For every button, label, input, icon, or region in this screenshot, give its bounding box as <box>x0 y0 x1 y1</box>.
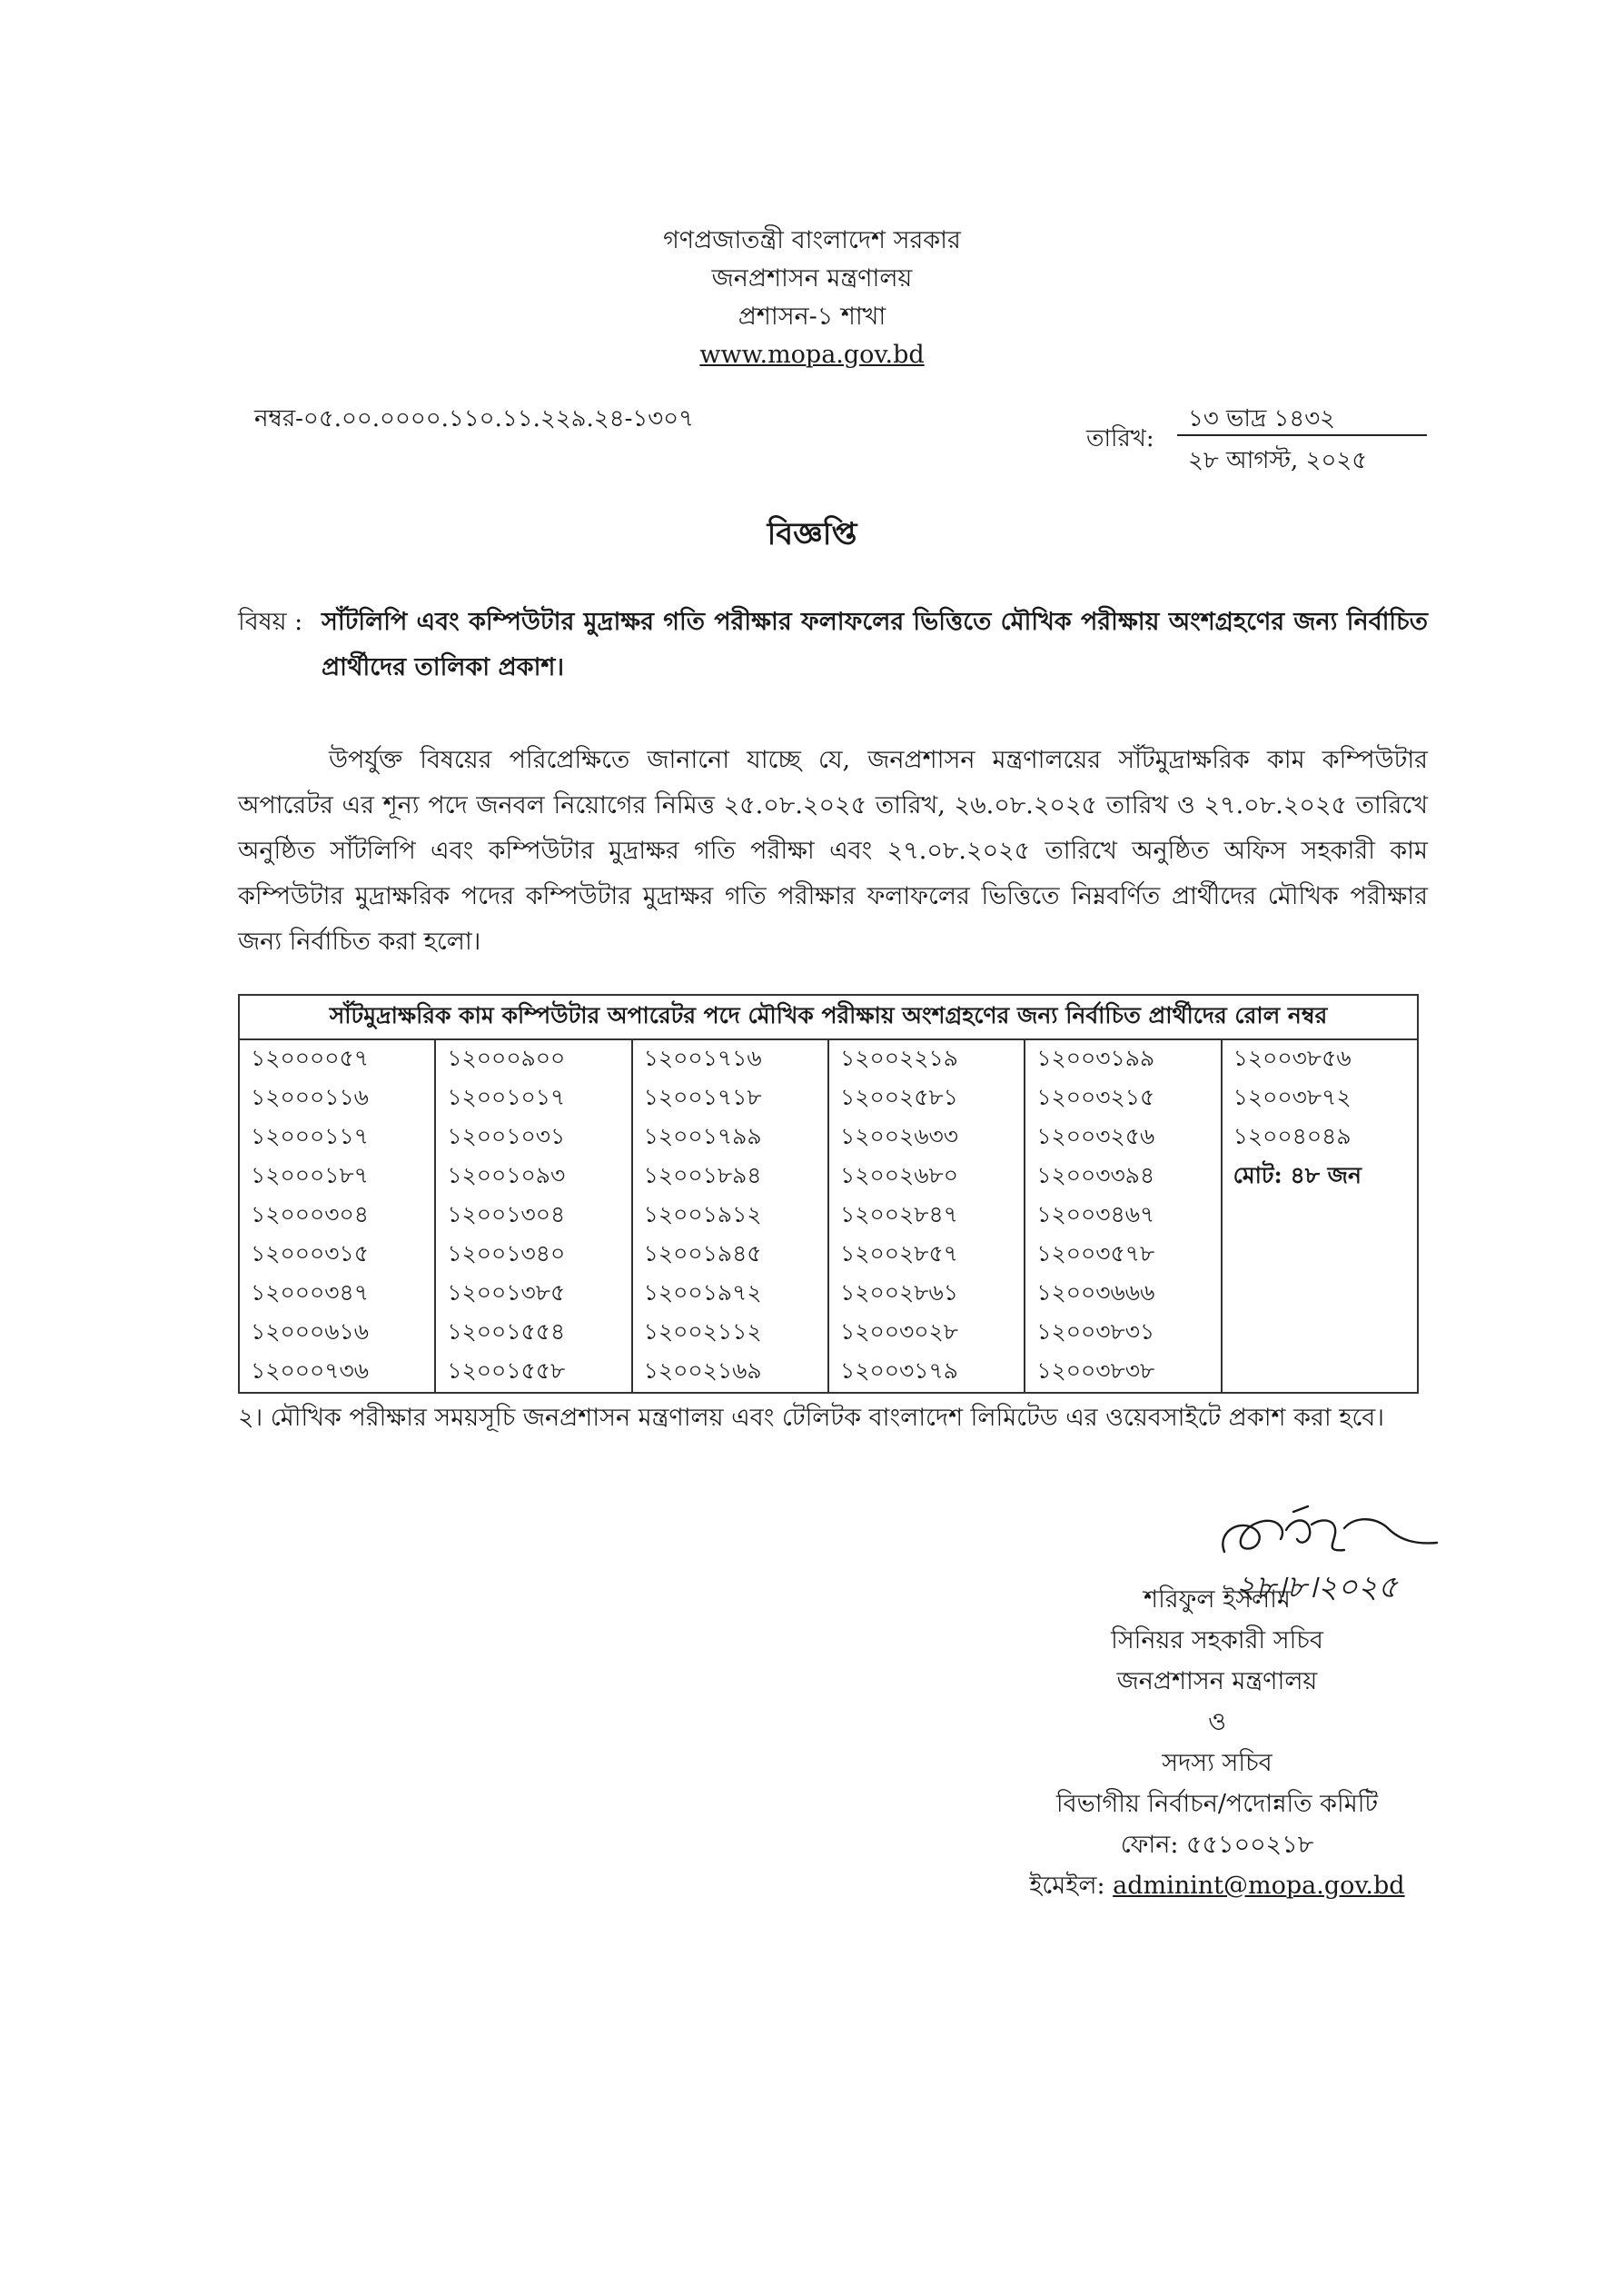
roll-cell: ১২০০১৯৭২ <box>632 1275 828 1314</box>
email-link[interactable]: adminint@mopa.gov.bd <box>1113 1872 1405 1900</box>
signature-date: ২৮।৮।২০২৫ <box>1235 1569 1398 1605</box>
roll-cell: ১২০০১৯৪৫ <box>632 1236 828 1275</box>
date-label: তারিখ: <box>1086 425 1154 452</box>
ministry-name: জনপ্রশাসন মন্ত্রণালয় <box>711 264 913 293</box>
body-paragraph: উপর্যুক্ত বিষয়ের পরিপ্রেক্ষিতে জানানো যাচ্ছে যে, জনপ্রশাসন মন্ত্রণালয়ের সাঁটমুদ্রাক্ষরিক কাম কম্পিউটার অপারেটর এর শূন্য পদে জনবল নিয়োগের নিমিত্ত ২৫.০৮.২০২৫ তারিখ, ২৬.০৮.২০২৫ তারিখ ও ২৭.০৮.২০২৫ তারিখে অনুষ্ঠিত সাঁটলিপি এবং কম্পিউটার মুদ্রাক্ষর গতি পরীক্ষা এবং ২৭.০৮.২০২৫ তারিখে অনুষ্ঠিত অফিস সহকারী কাম কম্পিউটার মুদ্রাক্ষরিক পদের কম্পিউটার মুদ্রাক্ষর গতি পরীক্ষার ফলাফলের ভিত্তিতে নিম্নবর্ণিত প্রার্থীদের মৌখিক পরীক্ষার জন্য নির্বাচিত করা হলো। <box>238 746 1428 956</box>
officer-role: সদস্য সচিব <box>1162 1749 1272 1777</box>
section-name: প্রশাসন-১ শাখা <box>738 303 886 331</box>
roll-cell: ১২০০৩৮৩৮ <box>1025 1353 1221 1393</box>
subject <box>238 600 1428 690</box>
roll-cell: ১২০০১৩৮৫ <box>435 1275 631 1314</box>
point-2: ২। মৌখিক পরীক্ষার সময়সূচি জনপ্রশাসন মন্ত্রণালয় এবং টেলিটক বাংলাদেশ লিমিটেড এর ওয়েবসাইটে প্রকাশ করা হবে। <box>238 1404 1384 1432</box>
roll-cell: ১২০০১৭১৮ <box>632 1079 828 1118</box>
roll-cell: ১২০০১০১৭ <box>435 1079 631 1118</box>
officer-committee: বিভাগীয় নির্বাচন/পদোন্নতি কমিটি <box>1055 1790 1379 1818</box>
roll-cell: ১২০০২৫৮১ <box>828 1079 1025 1118</box>
roll-cell: ১২০০০৩৪৭ <box>239 1275 435 1314</box>
email-label: ইমেইল: <box>1029 1872 1105 1900</box>
roll-cell <box>1222 1353 1418 1393</box>
roll-cell: ১২০০০৬১৬ <box>239 1314 435 1353</box>
roll-cell: ১২০০১৭১৬ <box>632 1039 828 1079</box>
date-bangla: ১৩ ভাদ্র ১৪৩২ <box>1177 400 1427 436</box>
roll-cell <box>1222 1314 1418 1353</box>
roll-cell: ১২০০০১১৬ <box>239 1079 435 1118</box>
roll-cell <box>1222 1275 1418 1314</box>
roll-cell: ১২০০০৩০৪ <box>239 1197 435 1236</box>
roll-cell: ১২০০১০৩১ <box>435 1118 631 1157</box>
roll-cell: ১২০০২৬৩৩ <box>828 1118 1025 1157</box>
roll-cell: ১২০০২৬৮০ <box>828 1157 1025 1197</box>
table-row <box>239 1118 1418 1157</box>
roll-cell: ১২০০০৩১৫ <box>239 1236 435 1275</box>
roll-cell: ১২০০৩১৭৯ <box>828 1353 1025 1393</box>
officer-phone: ফোন: ৫৫১০০২১৮ <box>1120 1831 1314 1859</box>
notice-title: বিজ্ঞপ্তি <box>767 516 857 552</box>
roll-cell: ১২০০০৯০০ <box>435 1039 631 1079</box>
roll-cell: ১২০০৩১৯৯ <box>1025 1039 1221 1079</box>
table-row <box>239 1197 1418 1236</box>
roll-cell: ১২০০০০৫৭ <box>239 1039 435 1079</box>
roll-cell: ১২০০২৮৪৭ <box>828 1197 1025 1236</box>
roll-cell: ১২০০১৭৯৯ <box>632 1118 828 1157</box>
roll-cell: ১২০০০৭৩৬ <box>239 1353 435 1393</box>
roll-cell: ১২০০০১৮৭ <box>239 1157 435 1197</box>
table-row <box>239 1079 1418 1118</box>
date-gregorian: ২৮ আগস্ট, ২০২৫ <box>1188 447 1368 474</box>
table-row <box>239 1314 1418 1353</box>
roll-cell: ১২০০২৮৬১ <box>828 1275 1025 1314</box>
roll-cell: ১২০০১৩০৪ <box>435 1197 631 1236</box>
roll-cell: ১২০০৩৮৭২ <box>1222 1079 1418 1118</box>
roll-cell: ১২০০২১১২ <box>632 1314 828 1353</box>
signatory-block <box>999 1579 1435 1906</box>
table-row <box>239 1157 1418 1197</box>
roll-cell: ১২০০৪০৪৯ <box>1222 1118 1418 1157</box>
roll-cell <box>1222 1236 1418 1275</box>
table-row <box>239 1236 1418 1275</box>
roll-cell: ১২০০০১১৭ <box>239 1118 435 1157</box>
subject-label: বিষয় : <box>238 608 303 636</box>
roll-cell: ১২০০৩৩৯৪ <box>1025 1157 1221 1197</box>
roll-cell: ১২০০৩৮৩১ <box>1025 1314 1221 1353</box>
roll-cell: ১২০০২৮৫৭ <box>828 1236 1025 1275</box>
roll-cell: ১২০০৩৪৬৭ <box>1025 1197 1221 1236</box>
memo-number: নম্বর-০৫.০০.০০০০.১১০.১১.২২৯.২৪-১৩০৭ <box>254 405 694 432</box>
roll-cell: ১২০০৩৮৫৬ <box>1222 1039 1418 1079</box>
roll-cell: ১২০০১৯১২ <box>632 1197 828 1236</box>
roll-cell: ১২০০২২১৯ <box>828 1039 1025 1079</box>
roll-cell: ১২০০১০৯৩ <box>435 1157 631 1197</box>
website-link[interactable]: www.mopa.gov.bd <box>699 341 925 369</box>
roll-cell: ১২০০১৮৯৪ <box>632 1157 828 1197</box>
officer-email <box>999 1865 1435 1906</box>
subject-text: সাঁটলিপি এবং কম্পিউটার মুদ্রাক্ষর গতি পরীক্ষার ফলাফলের ভিত্তিতে মৌখিক পরীক্ষায় অংশগ্রহণের জন্য নির্বাচিত প্রার্থীদের তালিকা প্রকাশ। <box>322 608 1428 681</box>
roll-cell: ১২০০৩০২৮ <box>828 1314 1025 1353</box>
roll-cell: ১২০০৩২১৫ <box>1025 1079 1221 1118</box>
table-title: সাঁটমুদ্রাক্ষরিক কাম কম্পিউটার অপারেটর পদে মৌখিক পরীক্ষায় অংশগ্রহণের জন্য নির্বাচিত প্রার্থীদের রোল নম্বর <box>239 995 1418 1039</box>
roll-cell: ১২০০১৩৪০ <box>435 1236 631 1275</box>
officer-ministry: জনপ্রশাসন মন্ত্রণালয় <box>1116 1667 1318 1695</box>
officer-and: ও <box>1208 1708 1226 1736</box>
table-row <box>239 1353 1418 1393</box>
officer-name: শরিফুল ইসলাম <box>1144 1585 1291 1614</box>
roll-cell: ১২০০৩৬৬৬ <box>1025 1275 1221 1314</box>
roll-cell: ১২০০১৫৫৪ <box>435 1314 631 1353</box>
roll-cell: ১২০০১৫৫৮ <box>435 1353 631 1393</box>
roll-number-table <box>238 994 1419 1394</box>
table-row <box>239 1275 1418 1314</box>
roll-cell: মোট: ৪৮ জন <box>1222 1157 1418 1197</box>
letterhead <box>0 222 1624 374</box>
roll-cell: ১২০০২১৬৯ <box>632 1353 828 1393</box>
officer-designation: সিনিয়র সহকারী সচিব <box>1111 1626 1323 1654</box>
roll-cell: ১২০০৩২৫৬ <box>1025 1118 1221 1157</box>
government-name: গণপ্রজাতন্ত্রী বাংলাদেশ সরকার <box>663 226 961 254</box>
table-row <box>239 1039 1418 1079</box>
roll-cell: ১২০০৩৫৭৮ <box>1025 1236 1221 1275</box>
roll-cell <box>1222 1197 1418 1236</box>
